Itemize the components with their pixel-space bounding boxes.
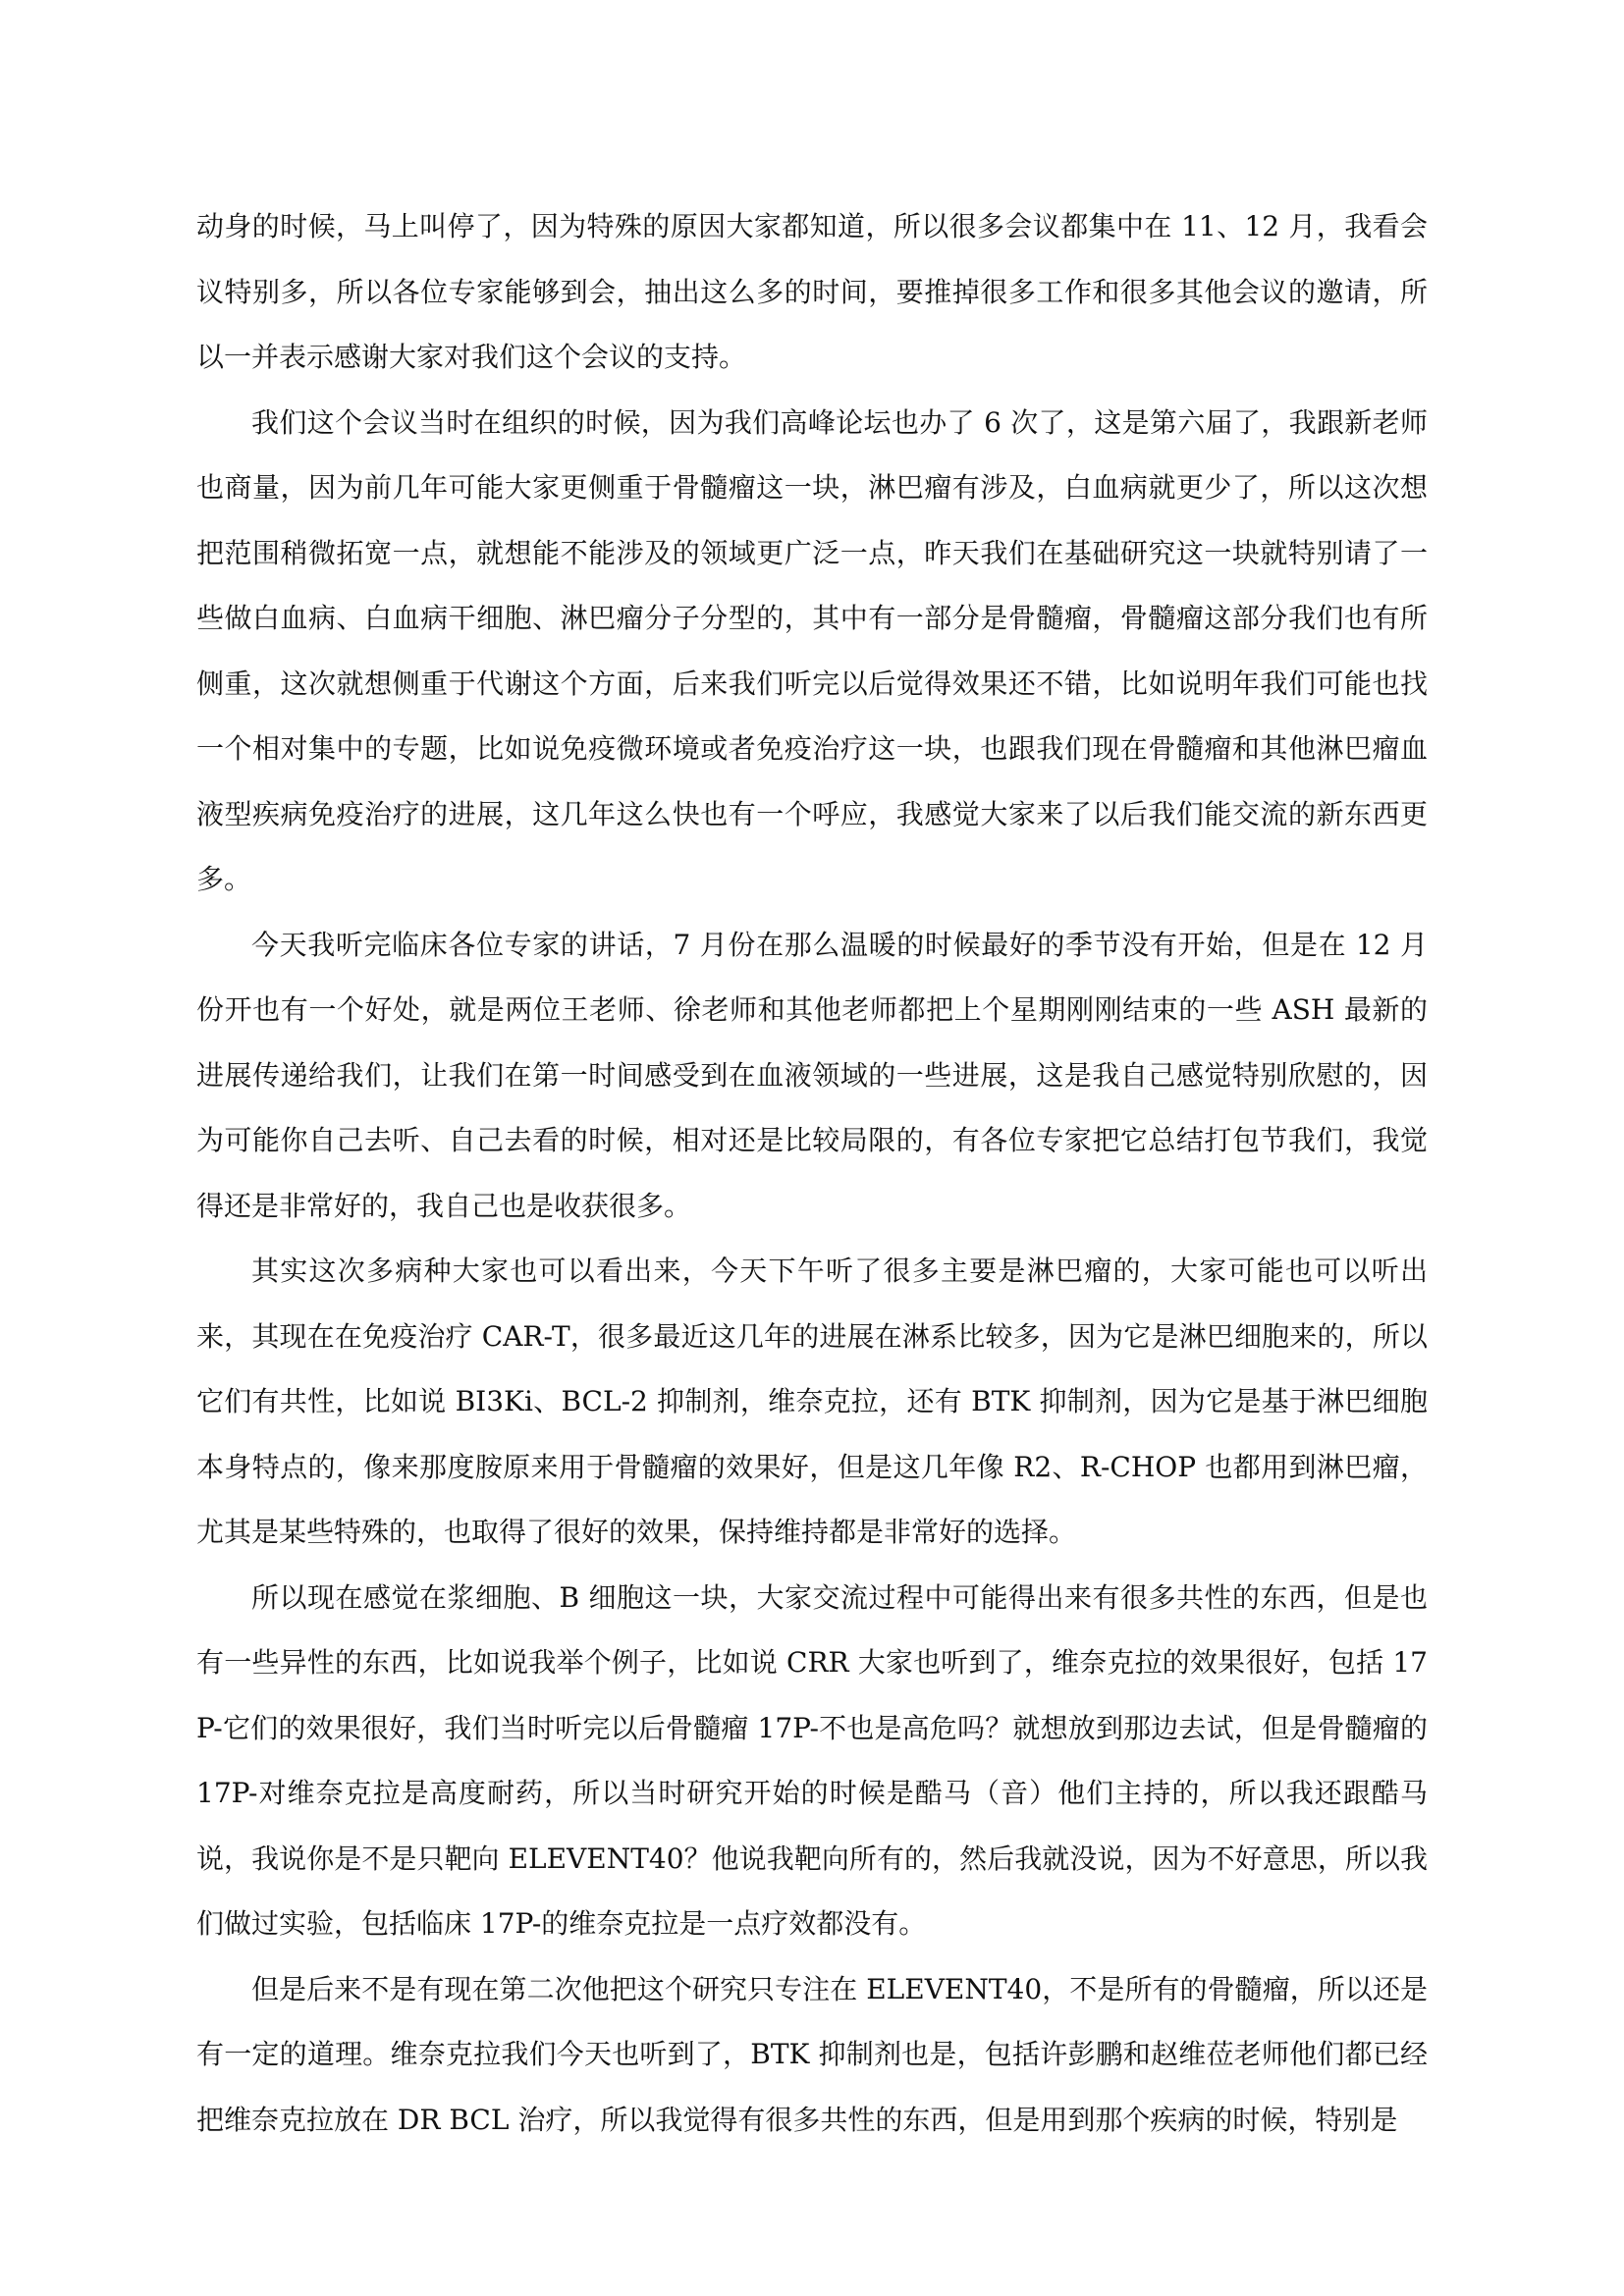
paragraph-lymphoma-commonality: 其实这次多病种大家也可以看出来，今天下午听了很多主要是淋巴瘤的，大家可能也可以听出来，其现在在免疫治疗 CAR-T，很多最近这几年的进展在淋系比较多，因为它是淋巴细胞来的，所以它们有共性，比如说 BI3Ki、BCL-2 抑制剂，维奈克拉，还有 BTK 抑制剂，因为它是基于淋巴细胞本身特点的，像来那度胺原来用于骨髓瘤的效果好，但是这几年像 R2、R-CHOP 也都用到淋巴瘤，尤其是某些特殊的，也取得了很好的效果，保持维持都是非常好的选择。 bbox=[196, 1255, 1428, 1548]
document-page bbox=[196, 194, 1428, 2153]
paragraph-continuation: 动身的时候，马上叫停了，因为特殊的原因大家都知道，所以很多会议都集中在 11、12 月，我看会议特别多，所以各位专家能够到会，抽出这么多的时间，要推掉很多工作和很多其他会议的邀请，所以一并表示感谢大家对我们这个会议的支持。 bbox=[196, 210, 1428, 373]
paragraph-forum-scope: 我们这个会议当时在组织的时候，因为我们高峰论坛也办了 6 次了，这是第六届了，我跟新老师也商量，因为前几年可能大家更侧重于骨髓瘤这一块，淋巴瘤有涉及，白血病就更少了，所以这次想把范围稍微拓宽一点，就想能不能涉及的领域更广泛一点，昨天我们在基础研究这一块就特别请了一些做白血病、白血病干细胞、淋巴瘤分子分型的，其中有一部分是骨髓瘤，骨髓瘤这部分我们也有所侧重，这次就想侧重于代谢这个方面，后来我们听完以后觉得效果还不错，比如说明年我们可能也找一个相对集中的专题，比如说免疫微环境或者免疫治疗这一块，也跟我们现在骨髓瘤和其他淋巴瘤血液型疾病免疫治疗的进展，这几年这么快也有一个呼应，我感觉大家来了以后我们能交流的新东西更多。 bbox=[196, 405, 1428, 895]
paragraph-clinical-experts: 今天我听完临床各位专家的讲话，7 月份在那么温暖的时候最好的季节没有开始，但是在 12 月份开也有一个好处，就是两位王老师、徐老师和其他老师都把上个星期刚刚结束的一些 ASH 最新的进展传递给我们，让我们在第一时间感受到在血液领域的一些进展，这是我自己感觉特别欣慰的，因为可能你自己去听、自己去看的时候，相对还是比较局限的，有各位专家把它总结打包节我们，我觉得还是非常好的，我自己也是收获很多。 bbox=[196, 928, 1428, 1222]
paragraph-eleven-t40: 但是后来不是有现在第二次他把这个研究只专注在 ELEVENT40，不是所有的骨髓瘤，所以还是有一定的道理。维奈克拉我们今天也听到了，BTK 抑制剂也是，包括许彭鹏和赵维莅老师他们都已经把维奈克拉放在 DR BCL 治疗，所以我觉得有很多共性的东西，但是用到那个疾病的时候，特别是 bbox=[196, 1972, 1428, 2136]
paragraph-venetoclax-example: 所以现在感觉在浆细胞、B 细胞这一块，大家交流过程中可能得出来有很多共性的东西，但是也有一些异性的东西，比如说我举个例子，比如说 CRR 大家也听到了，维奈克拉的效果很好，包括 17P-它们的效果很好，我们当时听完以后骨髓瘤 17P-不也是高危吗？就想放到那边去试，但是骨髓瘤的 17P-对维奈克拉是高度耐药，所以当时研究开始的时候是酷马（音）他们主持的，所以我还跟酷马说，我说你是不是只靶向 ELEVENT40？他说我靶向所有的，然后我就没说，因为不好意思，所以我们做过实验，包括临床 17P-的维奈克拉是一点疗效都没有。 bbox=[196, 1580, 1428, 1940]
